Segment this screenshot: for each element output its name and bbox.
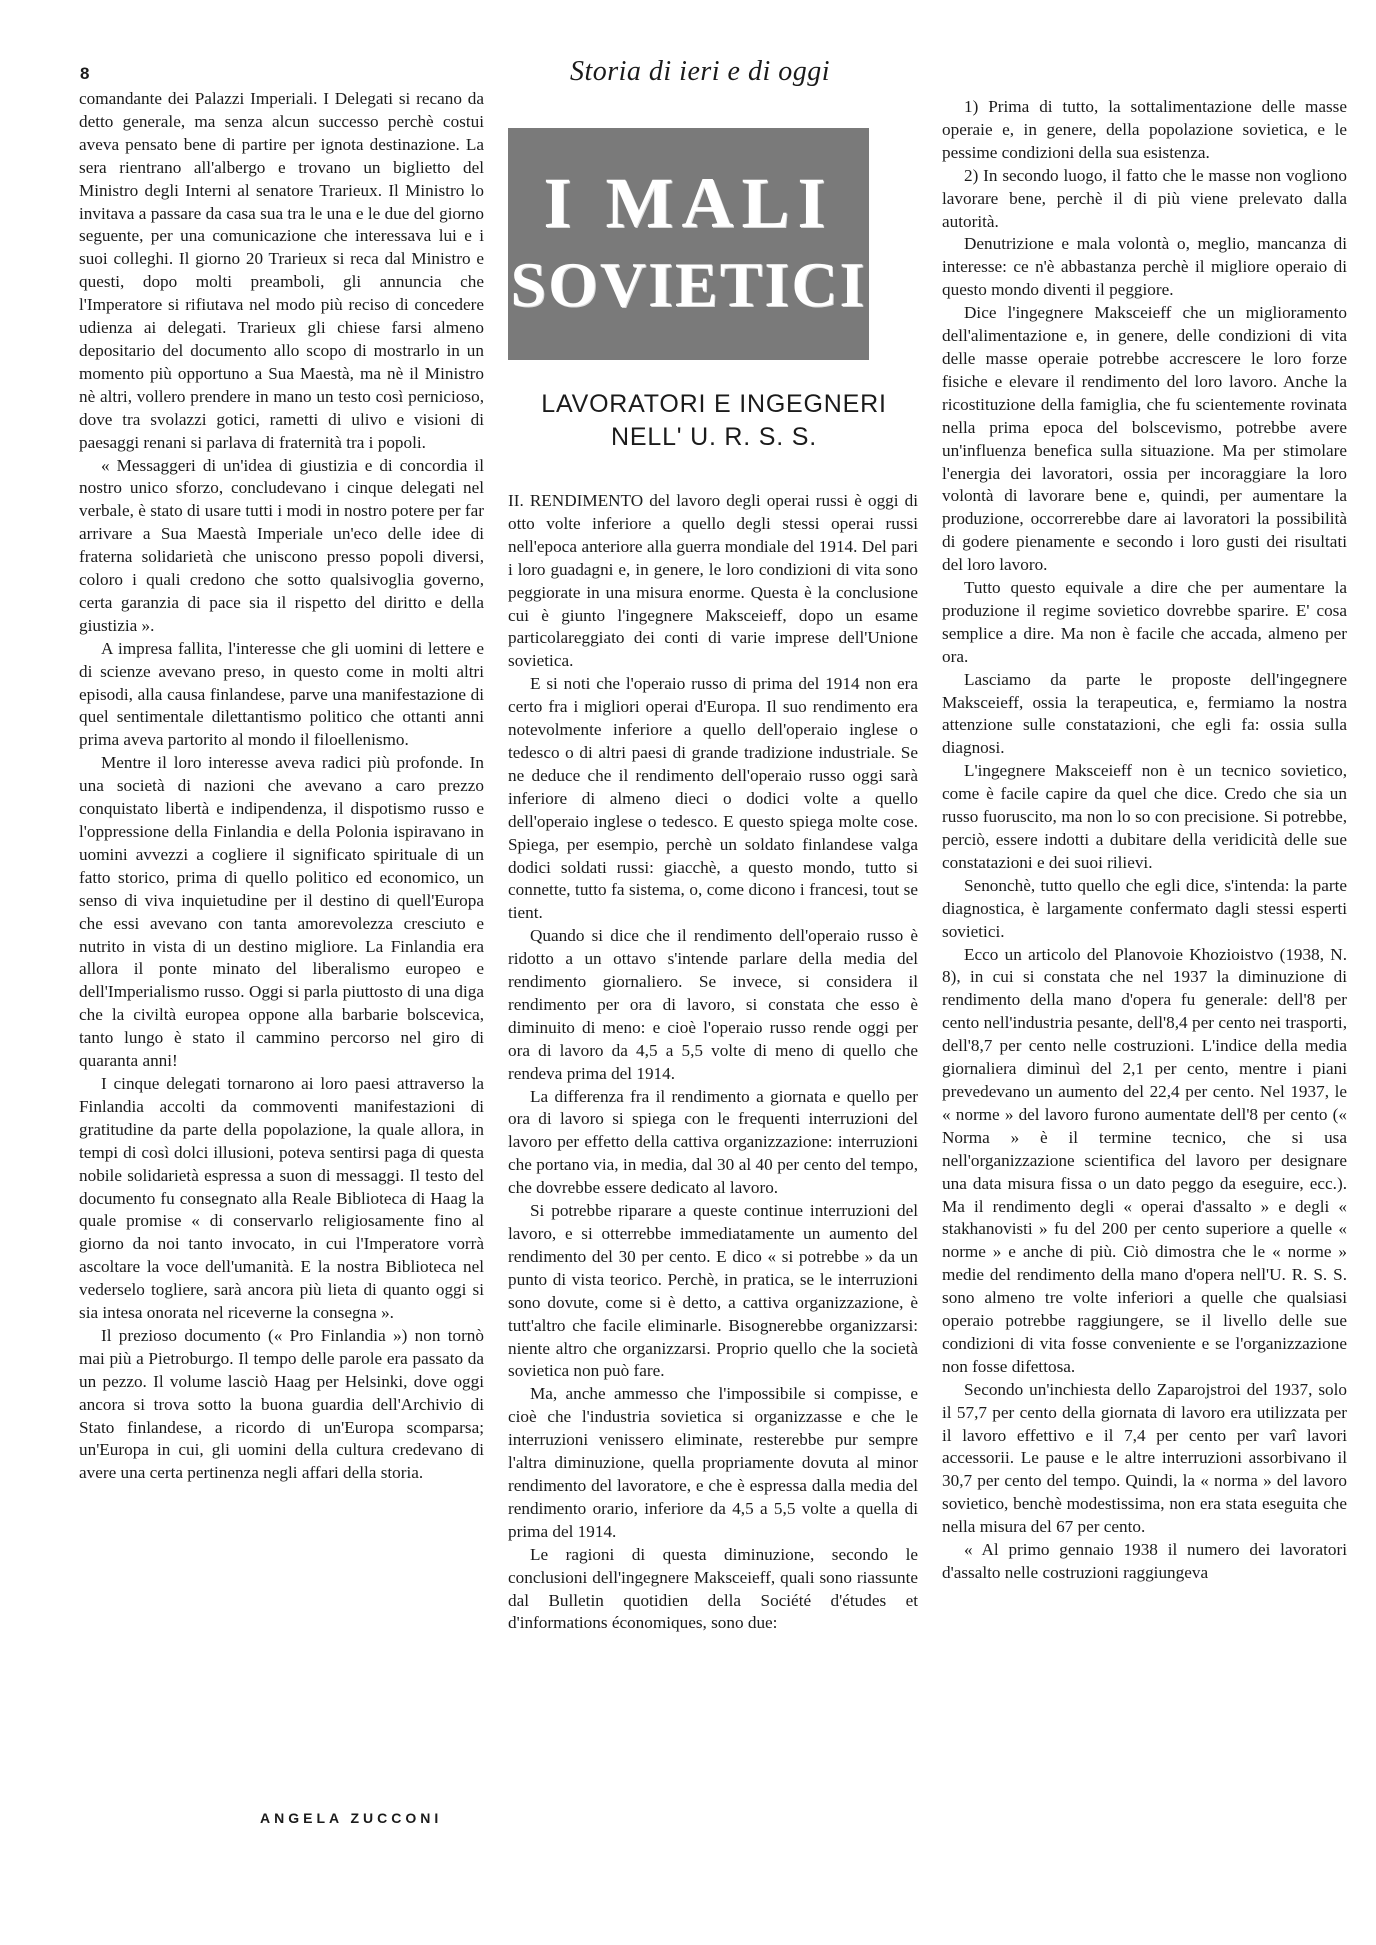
- paragraph: Il prezioso documento (« Pro Finlandia ») non tornò mai più a Pietroburgo. Il tempo delle parole era passato da un pezzo. Il volume lasciò Haag per Helsinki, dove oggi ancora si trova sotto la buona guardia dell'Archivio di Stato finlandese, a ricordo di un'Europa scomparsa; un'Europa in cui, gli uomini della cultura credevano di avere una certa pertinenza negli affari della storia.: [79, 1325, 484, 1483]
- paragraph: Secondo un'inchiesta dello Zaparojstroi del 1937, solo il 57,7 per cento della giornata di lavoro era utilizzata per il lavoro effettivo e il 7,4 per cento per varî lavori accessorii. Le pause e le altre interruzioni assorbivano il 30,7 per cento del tempo. Quindi, la « norma » del lavoro sovietico, benchè modestissima, non era stata eseguita che nella misura del 67 per cento.: [942, 1379, 1347, 1537]
- subtitle-line-1: LAVORATORI E INGEGNERI: [541, 390, 887, 418]
- paragraph: comandante dei Palazzi Imperiali. I Delegati si recano da detto generale, ma senza alcun successo perchè costui aveva pensato bene di partire per ignota destinazione. La sera rientrano all'albergo e trovano un biglietto del Ministro degli Interni al senatore Trarieux. Il Ministro lo invitava a passare da casa sua tra le una e le due del giorno seguente, per una comunicazione che interessava lui e i suoi colleghi. Il giorno 20 Trarieux si reca dal Ministro e questi, dopo molti preamboli, gli annuncia che l'Imperatore si rifiutava nel modo più reciso di concedere udienza ai delegati. Trarieux gli chiese farsi almeno depositario del documento allo scopo di mostrarlo in un momento più opportuno a Sua Maestà, ma nè il Ministro nè altri, vollero prendere in mano un testo così pernicioso, dove tra svolazzi gotici, rametti di ulivo e visioni di paesaggi renani si parlava di fraternità tra i popoli.: [79, 89, 484, 452]
- title-line-1: I MALI: [543, 163, 834, 243]
- paragraph: II. RENDIMENTO del lavoro degli operai russi è oggi di otto volte inferiore a quello degli stessi operai russi nell'epoca anteriore alla guerra mondiale del 1914. Del pari i loro guadagni e, in genere, le loro condizioni di vita sono peggiorate in una misura enorme. Questa è la conclusione cui è giunto l'ingegnere Maksceieff, dopo un esame particolareggiato dei conti di varie imprese dell'Unione sovietica.: [508, 491, 918, 671]
- paragraph: A impresa fallita, l'interesse che gli uomini di lettere e di scienze avevano preso, in questo come in molti altri episodi, alla causa finlandese, parve una manifestazione di quel sentimentale dilettantismo politico che ottanti anni prima aveva partorito al mondo il filoellenismo.: [79, 638, 484, 750]
- paragraph: Lasciamo da parte le proposte dell'ingegnere Maksceieff, ossia la terapeutica, e, fermiamo la nostra attenzione sulle constatazioni, che egli fa: ossia sulla diagnosi.: [942, 669, 1347, 758]
- author-signature: ANGELA ZUCCONI: [260, 1810, 443, 1826]
- running-header: Storia di ieri e di oggi: [569, 56, 831, 87]
- article-subtitle: [496, 388, 932, 454]
- title-banner: [508, 128, 869, 360]
- column-right: [942, 96, 1347, 1585]
- column-middle: [508, 490, 918, 1635]
- paragraph: E si noti che l'operaio russo di prima del 1914 non era certo fra i migliori operai d'Europa. Il suo rendimento era notevolmente inferiore a quello dell'operaio inglese o tedesco o di altri paesi di grande tradizione industriale. Se ne deduce che il rendimento dell'operaio russo oggi sarà inferiore di almeno dieci o dodici volte a quello dell'operaio inglese o tedesco. E questo spiega molte cose. Spiega, per esempio, perchè un soldato finlandese valga dodici soldati russi: giacchè, a questo mondo, tutto si connette, tutto fa sistema, o, come dicono i francesi, tout se tient.: [508, 674, 918, 923]
- paragraph: Dice l'ingegnere Maksceieff che un miglioramento dell'alimentazione e, in genere, delle condizioni di vita delle masse operaie potrebbe accrescere le loro forze fisiche e elevare il rendimento del loro lavoro. Anche la ricostituzione della famiglia, che fu scientemente rovinata nella prima epoca del bolscevismo, potrebbe avere un'influenza benefica sulla situazione. Ma per stimolare l'energia dei lavoratori, ossia per incoraggiare la loro volontà di lavorare bene e, quindi, per aumentare la produzione, occorrerebbe dare ai lavoratori la possibilità di godere pienamente e secondo i loro gusti dei risultati del loro lavoro.: [942, 303, 1347, 575]
- paragraph: Tutto questo equivale a dire che per aumentare la produzione il regime sovietico dovrebbe sparire. E' cosa semplice a dire. Ma non è facile che accada, almeno per ora.: [942, 578, 1347, 666]
- paragraph: 2) In secondo luogo, il fatto che le masse non vogliono lavorare bene, perchè il di più viene prelevato dalla autorità.: [942, 165, 1347, 231]
- paragraph: Ecco un articolo del Planovoie Khozioistvo (1938, N. 8), in cui si constata che nel 1937 la diminuzione di rendimento della mano d'opera fu generale: dell'8 per cento nell'industria pesante, dell'8,4 per cento nei trasporti, dell'8,7 per cento nelle costruzioni. L'indice della media giornaliera diminuì del 2,1 per cento, mentre i piani prevedevano un aumento del 22,4 per cento. Nel 1937, le « norme » del lavoro furono aumentate dell'8 per cento (« Norma » è il termine tecnico, che si usa nell'organizzazione scientifica del lavoro per designare una data misura fissa o un dato peggo da eseguire, ecc.). Ma il rendimento degli « operai d'assalto » e degli « stakhanovisti » fu del 200 per cento superiore a quelle « norme » e anche di più. Ciò dimostra che le « norme » medie del rendimento della mano d'opera nell'U. R. S. S. sono almeno tre volte inferiori a quelle che qualsiasi operaio potrebbe raggiungere, se il livello delle sue condizioni di vita fosse conveniente e se l'organizzazione non fosse difettosa.: [942, 944, 1347, 1376]
- paragraph: L'ingegnere Maksceieff non è un tecnico sovietico, come è facile capire da quel che dice. Credo che sia un russo fuoruscito, ma non lo so con precisione. Si potrebbe, perciò, essere indotti a dubitare della veridicità delle sue constatazioni e dei suoi rilievi.: [942, 761, 1347, 872]
- paragraph: Quando si dice che il rendimento dell'operaio russo è ridotto a un ottavo s'intende parlare della media del rendimento giornaliero. Se invece, si considera il rendimento per ora di lavoro, si constata che esso è diminuito di meno: e cioè l'operaio russo rende oggi per ora di lavoro da 4,5 a 5,5 volte di meno di quello che rendeva prima del 1914.: [508, 926, 918, 1083]
- paragraph: Ma, anche ammesso che l'impossibile si compisse, e cioè che l'industria sovietica si organizzasse e che le interruzioni venissero eliminate, resterebbe pur sempre l'altra diminuzione, quella propriamente dovuta al minor rendimento del lavoratore, e che è espressa dalla media del rendimento orario, inferiore da 4,5 a 5,5 volte a quella di prima del 1914.: [508, 1384, 918, 1541]
- paragraph: Si potrebbe riparare a queste continue interruzioni del lavoro, e si otterrebbe immediatamente un aumento del rendimento del 30 per cento. E dico « si potrebbe » da un punto di vista teorico. Perchè, in pratica, se le interruzioni sono dovute, come si è detto, a cattiva organizzazione, è tutt'altro che facile eliminarle. Bisognerebbe organizzarsi: niente altro che organizzarsi. Proprio quello che la società sovietica non può fare.: [508, 1201, 918, 1381]
- title-line-2: SOVIETICI: [510, 249, 867, 320]
- subtitle-line-2: NELL' U. R. S. S.: [611, 423, 817, 451]
- paragraph: Mentre il loro interesse aveva radici più profonde. In una società di nazioni che avevano a caro prezzo conquistato libertà e indipendenza, il dispotismo russo e l'oppressione della Finlandia e della Polonia ispiravano in uomini avvezzi a cogliere il significato spirituale di un fatto storico, prima di quello politico ed economico, un senso di viva inquietudine per il destino di quell'Europa che essi avevano con tanta amorevolezza cresciuto e nutrito in vista di un destino migliore. La Finlandia era allora il ponte minato del liberalismo europeo e dell'Imperialismo russo. Oggi si parla piuttosto di una diga che la civiltà europea oppone alla barbarie bolscevica, tanto lungo è stato il cammino percorso nel giro di quaranta anni!: [79, 753, 484, 1071]
- paragraph: « Al primo gennaio 1938 il numero dei lavoratori d'assalto nelle costruzioni raggiungeva: [942, 1540, 1347, 1582]
- paragraph: I cinque delegati tornarono ai loro paesi attraverso la Finlandia accolti da commoventi manifestazioni di gratitudine da parte della popolazione, la quale allora, in tempi di così dolci illusioni, poteva sentirsi paga di questa nobile solidarietà espressa a suon di messaggi. Il testo del documento fu consegnato alla Reale Biblioteca di Haag la quale promise « di conservarlo religiosamente fino al giorno da noi tanto invocato, in cui l'Imperatore vorrà ascoltare la voce dell'umanità. E la nostra Biblioteca nel vederselo togliere, sarà ancora più lieta di quanto oggi si sia intesa onorata nel riceverne la consegna ».: [79, 1073, 484, 1323]
- page-number: 8: [80, 64, 90, 83]
- column-left: [79, 88, 484, 1485]
- paragraph: Senonchè, tutto quello che egli dice, s'intenda: la parte diagnostica, è largamente confermato dagli stessi esperti sovietici.: [942, 875, 1347, 941]
- paragraph: Le ragioni di questa diminuzione, secondo le conclusioni dell'ingegnere Maksceieff, quali sono riassunte dal Bulletin quotidien della Société d'études et d'informations économiques, sono due:: [508, 1544, 918, 1633]
- paragraph: Denutrizione e mala volontà o, meglio, mancanza di interesse: ce n'è abbastanza perchè il migliore operaio di questo mondo diventi il peggiore.: [942, 234, 1347, 300]
- paragraph: 1) Prima di tutto, la sottalimentazione delle masse operaie e, in genere, della popolazione sovietica, e le pessime condizioni della sua esistenza.: [942, 97, 1347, 162]
- paragraph: « Messaggeri di un'idea di giustizia e di concordia il nostro unico sforzo, concludevano i cinque delegati nel verbale, è stato di usare tutti i modi in nostro potere per far arrivare a Sua Maestà Imperiale un'eco delle idee di fraterna solidarietà che uniscono presso popoli diversi, coloro i quali credono che sotto qualsivoglia governo, certa garanzia di pace sia il rispetto del diritto e della giustizia ».: [79, 455, 484, 635]
- paragraph: La differenza fra il rendimento a giornata e quello per ora di lavoro si spiega con le frequenti interruzioni del lavoro per effetto della cattiva organizzazione: interruzioni che portano via, in media, dal 30 al 40 per cento del tempo, che dovrebbe essere dedicato al lavoro.: [508, 1086, 918, 1198]
